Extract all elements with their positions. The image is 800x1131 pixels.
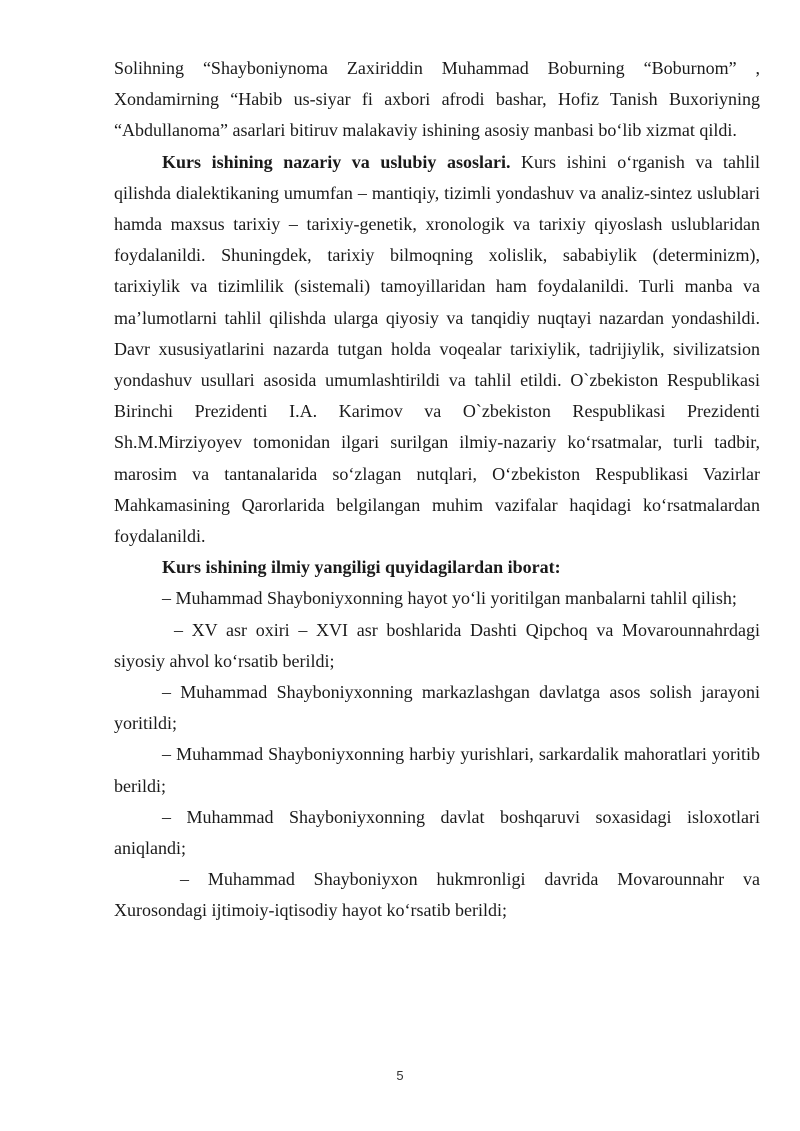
methodology-text: Kurs ishini o‘rganish va tahlil qilishda dialektikaning umumfan – mantiqiy, tizimli yondashuv va analiz-sintez uslublari hamda maxsus tarixiy – tarixiy-genetik, xronologik va tarixiy qiyoslash uslublaridan foydalanildi. Shuningdek, tarixiy bilmoqning xolislik, sababiylik (determinizm), tarixiylik va tizimlilik (sistemali) tamoyillaridan ham foydalanildi. Turli manba va ma’lumotlarni tahlil qilishda ularga qiyosiy va tanqidiy nuqtayi nazardan yondashildi. Davr xususiyatlarini nazarda tutgan holda voqealar tarixiylik, tadrijiylik, sivilizatsion yondashuv usullari asosida umumlashtirildi va tahlil etildi. O`zbekiston Respublikasi Birinchi Prezidenti I.A. Karimov va O`zbekiston Respublikasi Prezidenti Sh.M.Mirziyoyev tomonidan ilgari surilgan ilmiy-nazariy ko‘rsatmalar, turli tadbir, marosim va tantanalarida so‘zlagan nutqlari, O‘zbekiston Respublikasi Vazirlar Mahkamasining Qarorlarida belgilangan muhim vazifalar haqidagi ko‘rsatmalardan foydalanildi. bbox=[114, 151, 760, 547]
paragraph-sources: Solihning “Shayboniynoma Zaxiriddin Muhammad Boburning “Boburnom” , Xondamirning “Habib us-siyar fi axbori afrodi bashar, Hofiz Tanish Buxoriyning “Abdullanoma” asarlari bitiruv malakaviy ishining asosiy manbasi bo‘lib xizmat qildi. bbox=[114, 58, 760, 141]
paragraph-methodology bbox=[114, 147, 760, 553]
novelty-heading: Kurs ishining ilmiy yangiligi quyidagilardan iborat: bbox=[162, 557, 561, 578]
novelty-item-3: – Muhammad Shayboniyxonning markazlashgan davlatga asos solish jarayoni yoritildi; bbox=[114, 682, 760, 734]
methodology-heading: Kurs ishining nazariy va uslubiy asoslari. bbox=[162, 151, 511, 172]
novelty-item-2: – XV asr oxiri – XVI asr boshlarida Dashti Qipchoq va Movarounnahrdagi siyosiy ahvol ko‘rsatib berildi; bbox=[114, 619, 760, 671]
novelty-item-5: – Muhammad Shayboniyxonning davlat boshqaruvi soxasidagi isloxotlari aniqlandi; bbox=[114, 806, 760, 859]
novelty-item-6: – Muhammad Shayboniyxon hukmronligi davrida Movarounnahr va Xurosondagi ijtimoiy-iqtisodiy hayot ko‘rsatib berildi; bbox=[114, 869, 760, 921]
document-page bbox=[114, 53, 760, 927]
novelty-item-4: – Muhammad Shayboniyxonning harbiy yurishlari, sarkardalik mahoratlari yoritib berildi; bbox=[114, 744, 760, 796]
novelty-item-1: – Muhammad Shayboniyxonning hayot yo‘li yoritilgan manbalarni tahlil qilish; bbox=[162, 588, 737, 609]
page-number: 5 bbox=[396, 1068, 404, 1083]
